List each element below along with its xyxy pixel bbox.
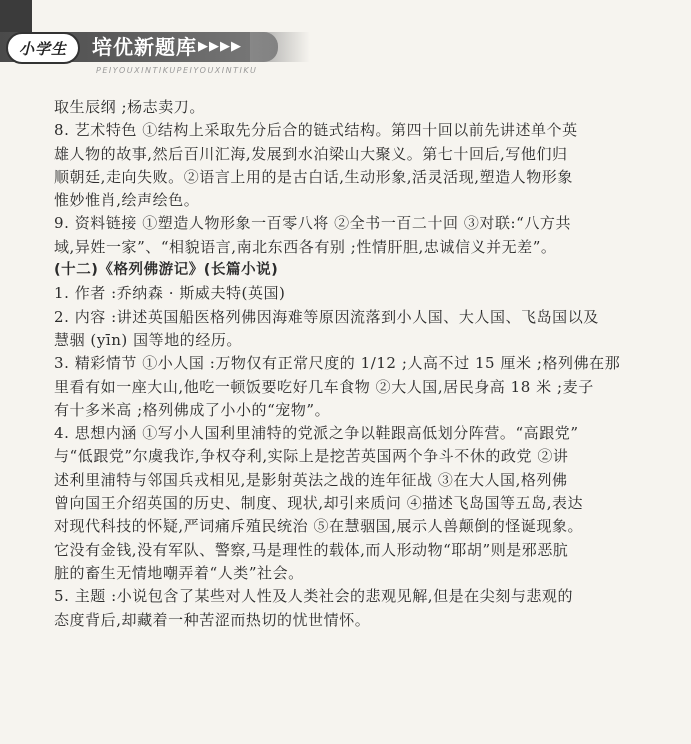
page-body — [54, 96, 684, 632]
text-line: 有十多米高 ;格列佛成了小小的“宠物”。 — [54, 400, 331, 419]
text-line: 5. 主题 :小说包含了某些对人性及人类社会的悲观见解,但是在尖刻与悲观的 — [54, 587, 574, 606]
text-line: 域,异姓一家”、“相貌语言,南北东西各有别 ;性情肝胆,忠诚信义并无差”。 — [54, 237, 557, 256]
text-line: 9. 资料链接 ①塑造人物形象一百零八将 ②全书一百二十回 ③对联:“八方共 — [54, 214, 572, 233]
text-line: 8. 艺术特色 ①结构上采取先分后合的链式结构。第四十回以前先讲述单个英 — [54, 121, 578, 140]
text-line: 4. 思想内涵 ①写小人国利里浦特的党派之争以鞋跟高低划分阵营。“高跟党” — [54, 424, 579, 443]
text-line: 1. 作者 :乔纳森 · 斯威夫特(英国) — [54, 284, 286, 303]
text-line: 曾向国王介绍英国的历史、制度、现状,却引来质问 ④描述飞岛国等五岛,表达 — [54, 494, 584, 513]
header-band-fade — [250, 32, 310, 62]
text-line: 雄人物的故事,然后百川汇海,发展到水泊梁山大聚义。第七十回后,写他们归 — [54, 144, 568, 163]
series-badge: 小学生 — [6, 32, 80, 64]
series-title: 培优新题库 — [92, 35, 197, 59]
text-line: 态度背后,却藏着一种苦涩而热切的忧世情怀。 — [54, 610, 371, 629]
text-line: 3. 精彩情节 ①小人国 :万物仅有正常尺度的 1/12 ;人高不过 15 厘米 ;格列佛在那 — [54, 354, 621, 373]
text-line: 惟妙惟肖,绘声绘色。 — [54, 191, 200, 210]
text-line: 述利里浦特与邻国兵戎相见,是影射英法之战的连年征战 ③在大人国,格列佛 — [54, 470, 568, 489]
text-line: 脏的畜生无情地嘲弄着“人类”社会。 — [54, 563, 304, 582]
text-line: 取生辰纲 ;杨志卖刀。 — [54, 98, 205, 116]
text-line: 它没有金钱,没有军队、警察,马是理性的载体,而人形动物“耶胡”则是邪恶肮 — [54, 540, 569, 559]
text-line: 与“低跟党”尔虞我诈,争权夺利,实际上是挖苦英国两个争斗不休的政党 ②讲 — [54, 447, 569, 466]
series-pinyin: PEIYOUXINTIKUPEIYOUXINTIKU — [96, 66, 258, 75]
text-line: 慧骃 (yīn) 国等地的经历。 — [54, 330, 242, 349]
arrows-icon: ▶▶▶▶ — [198, 39, 242, 54]
text-line: 对现代科技的怀疑,严词痛斥殖民统治 ⑤在慧骃国,展示人兽颠倒的怪诞现象。 — [54, 517, 584, 536]
text-line: 2. 内容 :讲述英国船医格列佛因海难等原因流落到小人国、大人国、飞岛国以及 — [54, 307, 599, 326]
text-line: 里看有如一座大山,他吃一顿饭要吃好几车食物 ②大人国,居民身高 18 米 ;麦子 — [54, 377, 594, 396]
text-line: 顺朝廷,走向失败。②语言上用的是古白话,生动形象,活灵活现,塑造人物形象 — [54, 167, 573, 186]
page-header-banner — [0, 0, 691, 86]
section-heading: (十二)《格列佛游记》(长篇小说) — [54, 262, 279, 279]
